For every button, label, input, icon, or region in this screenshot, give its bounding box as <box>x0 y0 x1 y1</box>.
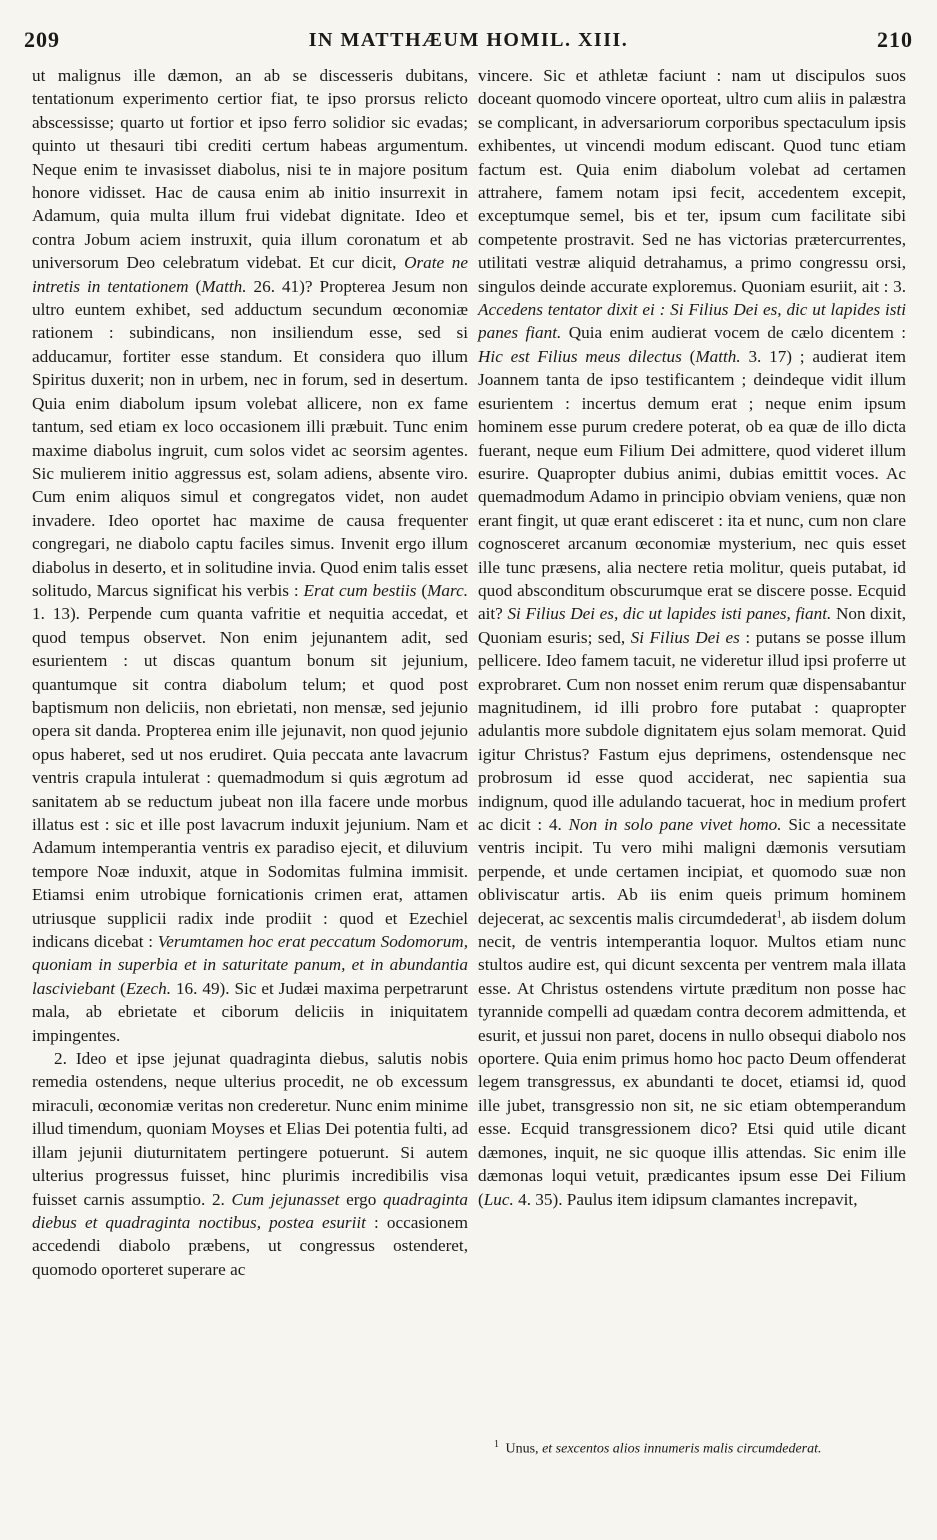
text-run: ergo <box>339 1189 383 1209</box>
text-run: Quia enim audierat vocem de cælo dicentem : <box>561 323 906 343</box>
italic-run: Erat cum bestiis <box>303 580 417 600</box>
footnote <box>494 1436 914 1459</box>
italic-run: Verumtamen hoc erat peccatum Sodomorum, quoniam in superbia et in saturitate panum, et in abundantia lasciviebant <box>32 932 468 998</box>
text-run: ( <box>115 978 126 998</box>
text-run: Sic a necessitate ventris incipit. Tu vero mihi maligni dæmonis versutiam perpende, et unde certamen incipiat, et quomodo suæ non obliviscatur artis. Ab iis enim queis primum hominem dejecerat, ac sexcentis malis circumdederat <box>478 815 906 928</box>
text-run: 3. 17) ; audierat item Joannem tanta de ipso testificantem ; deindeque vidit illum esurientem : incertus demum erat ; neque enim ipsum hominem esse purum credere poterat, ob ea quæ de illo dicta fuerant, neque eum Filium Dei admittere, quod videret illum esurire. Quapropter dubius animi, dubias emittit voces. Ac quemadmodum Adamo in principio obviam veniens, quæ non erant fingit, ut quæ erant edisceret : ita et nunc, cum non clare cognosceret arcanum œconomiæ mysterium, nec quis esset ille tunc præsens, alia nectere retia molitur, queis putabat, id quod absconditum obscurumque erat se discere posse. Ecquid ait? <box>478 346 906 624</box>
left-column <box>32 64 468 1281</box>
text-run: , ab iisdem dolum necit, de ventris intemperantia loquor. Multos etiam nunc stultos audire est, qui dicunt sexcenta per ventrem mala illata esse. At Christus ostendens virtute præditum non posse hac tyrannide compelli ad quædam contra decorem admittenda, et esurit, et jussui non paret, docens in nullo obsequi diabolo nos oportere. Quia enim primus homo hoc pacto Deum offenderat legem transgressus, ex abundanti te docet, etiamsi id, quod ille jubet, transgressio non sit, ne sic etiam obtemperandum esse. Ecquid transgressionem dico? Etsi quid utile dicant dæmones, inquit, ne sic quoque illis attendas. Sic enim ille dæmonas loqui vetuit, prædicantes ipsum esse Dei Filium ( <box>478 908 906 1209</box>
text-run: : occasionem accedendi diabolo præbens, ut congressus ostenderet, quomodo oporteret superare ac <box>32 1212 468 1279</box>
italic-run: Cum jejunasset <box>231 1189 340 1209</box>
italic-run: Orate ne intretis in tentationem <box>32 253 468 296</box>
italic-run: Marc. <box>427 580 468 600</box>
italic-run: Hic est Filius meus dilectus <box>478 346 682 366</box>
text-run: vincere. Sic et athletæ faciunt : nam ut discipulos suos doceant quomodo vincere oporteat, ultro cum aliis in palæstra se complicant, in adversariorum corporibus spectaculum ipsis exhibentes, ut vincendi modum ediscant. Quod tunc etiam factum est. Quia enim diabolum volebat ad certamen attrahere, famem notam ipsi fecit, accedentem excepit, exceptumque semel, bis et ter, ipsum cum facilitate sibi competente prostravit. Sed ne has victorias prætercurrentes, utilitati vestræ aliquid detrahamus, a primo congressu orsi, singulos deinde accurate exploremus. Quoniam esuriit, ait : 3. <box>478 66 906 296</box>
text-run: 16. 49). Sic et Judæi maxima perpetrarunt mala, ab ebrietate et ciborum deliciis in iniquitatem impingentes. <box>32 978 468 1045</box>
italic-run: Matth. <box>695 346 741 366</box>
italic-run: Si Filius Dei es, dic ut lapides isti panes, fiant. <box>507 604 832 624</box>
footnote-lead: Unus, <box>505 1441 539 1457</box>
footnote-ref: 1 <box>776 908 782 920</box>
text-run: 4. 35). Paulus item idipsum clamantes increpavit, <box>513 1189 858 1209</box>
text-run: ( <box>188 276 202 296</box>
text-run: Non dixit, Quoniam esuris; sed, <box>478 604 906 647</box>
text-run: ut malignus ille dæmon, an ab se discesseris dubitans, tentationum experimento certior fiat, te ipso prorsus relicto abscessisse; quarto ut fortior et ipso ferro solidior sic evadas; quinto ut thesauri tibi crediti certum habeas argumentum. Neque enim te invasisset diabolus, nisi te in majore positum honore vidisset. Hac de causa enim ab initio insurrexit in Adamum, quia multa illum frui videbat dignitate. Ideo et contra Jobum aciem instruxit, quia illum coronatum et ab universorum Deo celebratum videbat. Et cur dicit, <box>32 66 468 273</box>
paragraph <box>32 1047 468 1281</box>
italic-run: Ezech. <box>125 978 172 998</box>
italic-run: Luc. <box>483 1189 514 1209</box>
text-run: 1. 13). Perpende cum quanta vafritie et nequitia accedat, et quod tempus observet. Non enim jejunantem adit, sed esurientem : ut discas quantum bonum sit jejunium, quantumque sit contra diabolum telum; et quod post baptismum non deliciis, non ebrietati, non mensæ, sed jejunio opera sit danda. Propterea enim ille jejunavit, non quod jejunio opus haberet, sed ut nos erudiret. Quia peccata ante lavacrum ventris crapula intulerat : quemadmodum si quis ægrotum ad sanitatem ab se reductum jubeat non illa facere unde morbus illatus est : sic et ille post lavacrum induxit jejunium. Nam et Adamum intemperantia ventris ex paradiso ejecit, et diluvium tempore Noæ induxit, atque in Sodomitas fulmina immisit. Etiamsi enim utrobique fornicationis crimen erat, attamen utriusque supplicii radix inde prodiit : quod et Ezechiel indicans dicebat : <box>32 604 468 952</box>
text-run: : putans se posse illum pellicere. Ideo famem tacuit, ne videretur illud ipsi proferre ut exprobraret. Cum non nosset enim rerum quæ dispensabantur magnitudinem, id illi probro fore putabat : quapropter adulantis more subdole dignitatem ejus solam memorat. Quid igitur Christus? Fastum ejus deprimens, ostendensque nec probrosum id esse quod acciderat, nec sapientia sua indignum, quod ille adulando tacuerat, hoc in medium profert ac dicit : 4. <box>478 627 906 834</box>
footnote-text: et sexcentos alios innumeris malis circumdederat. <box>542 1441 822 1457</box>
italic-run: quadraginta diebus et quadraginta noctibus, postea esuriit <box>32 1189 468 1232</box>
paragraph <box>478 64 906 1211</box>
text-run: 2. Ideo et ipse jejunat quadraginta diebus, salutis nobis remedia ostendens, neque ulterius procedit, ne ob excessum miraculi, œconomiæ veritas non crederetur. Nunc enim minime illud timendum, quoniam Moyses et Elias Dei potentia fulti, ad illam jejunii diuturnitatem pertingere potuerunt. Si autem ulterius progressus fuisset, hinc plurimis incredibilis visa fuisset carnis assumptio. 2. <box>32 1049 468 1209</box>
italic-run: Accedens tentator dixit ei : Si Filius Dei es, dic ut lapides isti panes fiant. <box>478 300 906 343</box>
italic-run: Si Filius Dei es <box>630 627 740 647</box>
running-head <box>24 20 913 60</box>
page-title: IN MATTHÆUM HOMIL. XIII. <box>308 28 629 51</box>
text-run: 26. 41)? Propterea Jesum non ultro euntem exhibet, sed adductum secundum œconomiæ rationem : subindicans, non insiliendum esse, sed si adducamur, fortiter esse standum. Et considera quo illum Spiritus duxerit; non in urbem, nec in forum, sed in desertum. Quia enim diabolum ipsum volebat allicere, non ex fame tantum, sed etiam ex loco occasionem illi præbuit. Tunc enim maxime diabolus ingruit, cum solos videt ac seorsim agentes. Sic mulierem initio aggressus est, solam adiens, absente viro. Cum enim aliquos simul et congregatos videt, non audet invadere. Ideo oportet hac maxime de causa frequenter congregari, ne diabolo captu faciles simus. Invenit ergo illum diabolus in deserto, et in solitudine invia. Quod enim talis esset solitudo, Marcus significat his verbis : <box>32 276 468 600</box>
text-run: ( <box>416 580 428 600</box>
footnote-mark: 1 <box>494 1439 499 1450</box>
paragraph <box>32 64 468 1047</box>
page-number-left: 209 <box>24 27 60 52</box>
italic-run: Matth. <box>201 276 247 296</box>
italic-run: Non in solo pane vivet homo. <box>568 815 782 834</box>
right-column <box>478 64 906 1211</box>
text-run: ( <box>681 346 696 366</box>
page-number-right: 210 <box>877 27 913 52</box>
